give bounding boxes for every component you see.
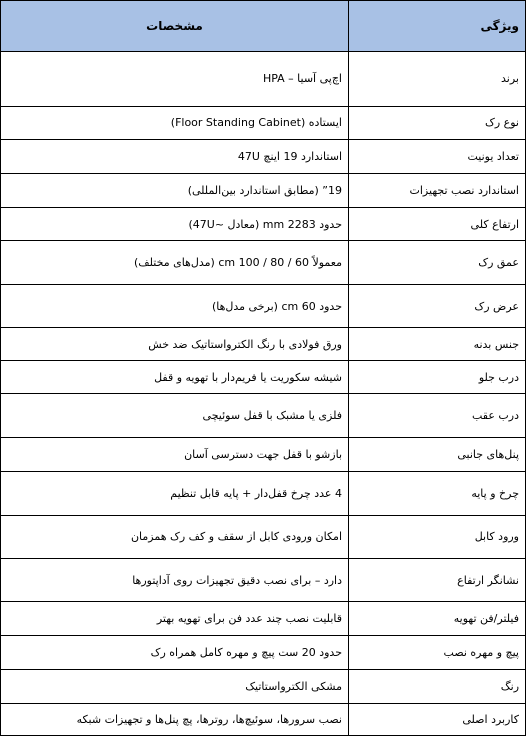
spec-cell: اچ‌پی آسیا – HPA	[1, 52, 349, 107]
table-row	[1, 472, 526, 515]
spec-cell: 19” (مطابق استاندارد بین‌المللی)	[1, 174, 349, 208]
spec-cell: نصب سرورها، سوئیچ‌ها، روترها، پچ پنل‌ها و تجهیزات شبکه	[1, 703, 349, 735]
table-row	[1, 328, 526, 361]
feature-cell: برند	[349, 52, 526, 107]
spec-cell: بازشو با قفل جهت دسترسی آسان	[1, 437, 349, 471]
spec-header: مشخصات	[1, 1, 349, 52]
feature-header: ویژگی	[349, 1, 526, 52]
table-row	[1, 437, 526, 471]
spec-cell: حدود 60 cm (برخی مدل‌ها)	[1, 284, 349, 327]
table-row	[1, 284, 526, 327]
table-row	[1, 602, 526, 635]
feature-cell: استاندارد نصب تجهیزات	[349, 174, 526, 208]
feature-cell: فیلتر/فن تهویه	[349, 602, 526, 635]
feature-cell: ورود کابل	[349, 515, 526, 558]
spec-cell: شیشه سکوریت یا فریم‌دار با تهویه و قفل	[1, 361, 349, 394]
table-row	[1, 241, 526, 284]
spec-cell: 4 عدد چرخ قفل‌دار + پایه قابل تنظیم	[1, 472, 349, 515]
feature-cell: رنگ	[349, 669, 526, 703]
feature-cell: تعداد یونیت	[349, 139, 526, 173]
table-row	[1, 52, 526, 107]
spec-cell: مشکی الکترواستاتیک	[1, 669, 349, 703]
feature-cell: نشانگر ارتفاع	[349, 558, 526, 601]
table-row	[1, 558, 526, 601]
table-row	[1, 208, 526, 241]
feature-cell: پنل‌های جانبی	[349, 437, 526, 471]
feature-cell: عرض رک	[349, 284, 526, 327]
spec-cell: معمولاً 60 / 80 / 100 cm (مدل‌های مختلف)	[1, 241, 349, 284]
spec-cell: ایستاده (Floor Standing Cabinet)	[1, 106, 349, 139]
table-row	[1, 174, 526, 208]
spec-cell: فلزی یا مشبک با قفل سوئیچی	[1, 394, 349, 437]
table-row	[1, 361, 526, 394]
feature-cell: پیچ و مهره نصب	[349, 635, 526, 669]
feature-cell: ارتفاع کلی	[349, 208, 526, 241]
feature-cell: نوع رک	[349, 106, 526, 139]
feature-cell: کاربرد اصلی	[349, 703, 526, 735]
feature-cell: درب جلو	[349, 361, 526, 394]
table-row	[1, 703, 526, 735]
feature-cell: درب عقب	[349, 394, 526, 437]
feature-cell: چرخ و پایه	[349, 472, 526, 515]
feature-cell: جنس بدنه	[349, 328, 526, 361]
spec-cell: امکان ورودی کابل از سقف و کف رک همزمان	[1, 515, 349, 558]
table-row	[1, 106, 526, 139]
table-row	[1, 669, 526, 703]
spec-cell: دارد – برای نصب دقیق تجهیزات روی آداپتورها	[1, 558, 349, 601]
table-row	[1, 139, 526, 173]
spec-cell: حدود 20 ست پیچ و مهره کامل همراه رک	[1, 635, 349, 669]
spec-cell: قابلیت نصب چند عدد فن برای تهویه بهتر	[1, 602, 349, 635]
table-row	[1, 635, 526, 669]
header-row	[1, 1, 526, 52]
table-row	[1, 394, 526, 437]
spec-cell: ورق فولادی با رنگ الکترواستاتیک ضد خش	[1, 328, 349, 361]
spec-cell: حدود 2283 mm (معادل ~47U)	[1, 208, 349, 241]
spec-cell: استاندارد 19 اینچ 47U	[1, 139, 349, 173]
table-row	[1, 515, 526, 558]
feature-cell: عمق رک	[349, 241, 526, 284]
